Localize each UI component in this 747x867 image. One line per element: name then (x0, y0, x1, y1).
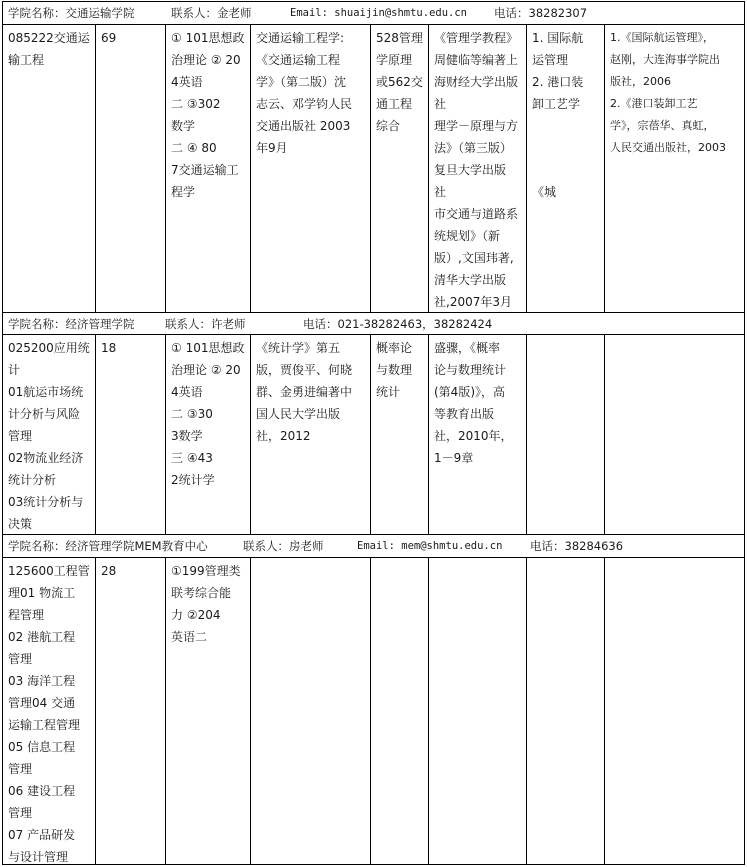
cell-line: 治理论 ② 20 (171, 53, 241, 67)
cell-line: 管理 (8, 762, 33, 776)
quota-cell: 28 (96, 558, 166, 864)
cell-line: 二 ③302 (171, 97, 221, 111)
cell-line: 4英语 (171, 75, 203, 89)
reference-books-cell (251, 335, 371, 534)
cell-line: 1－9章 (434, 451, 474, 465)
cell-line: 版）,文国玮著, (434, 251, 514, 265)
cell-line: 统规划》（新 (434, 229, 501, 243)
cell-line: ① 101思想政 (171, 341, 245, 355)
program-row-engineering-management (3, 558, 744, 864)
equal-level-cell (527, 558, 605, 864)
contact-person: 联系人：金老师 (171, 6, 252, 20)
cell-line: 或562交 (376, 75, 423, 89)
cell-line: 与数理 (376, 363, 413, 377)
cell-line: 海财经大学出版 (434, 75, 519, 89)
cell-line: 通工程 (376, 97, 413, 111)
cell-line: 05 信息工程 (8, 740, 76, 754)
cell-line: 管理 (8, 429, 33, 443)
equal-level-books-cell (605, 335, 744, 534)
quota-cell: 69 (96, 25, 166, 312)
retest-books-cell (429, 25, 527, 312)
cell-line: 2. 港口装 (532, 75, 584, 89)
cell-line: 国人民大学出版 (256, 407, 341, 421)
exam-subjects-cell (166, 335, 251, 534)
cell-line: 群、金勇进编著中 (256, 385, 353, 399)
college-name: 学院名称：经济管理学院MEM教育中心 (8, 539, 208, 553)
section-header-economics (3, 313, 744, 335)
cell-line: 3数学 (171, 429, 203, 443)
cell-line: 理01 物流工 (8, 586, 76, 600)
cell-line: 计分析与风险 (8, 407, 81, 421)
cell-line: 管理 (8, 652, 33, 666)
cell-line: 《管理学教程》 (434, 31, 519, 45)
reference-books-cell (251, 25, 371, 312)
cell-line: 二 ④ 80 (171, 141, 217, 155)
cell-line: 概率论 (376, 341, 413, 355)
admissions-table (2, 1, 745, 865)
cell-line: 理学－原理与方 (434, 119, 519, 133)
retest-books-cell (429, 335, 527, 534)
cell-line: ① 101思想政 (171, 31, 245, 45)
retest-subject-cell (371, 558, 429, 864)
cell-line: 输工程 (8, 53, 45, 67)
cell-line: 4英语 (171, 385, 203, 399)
cell-line: 市交通与道路系 (434, 207, 519, 221)
equal-level-books-cell (605, 558, 744, 864)
cell-line: 125600工程管 (8, 564, 90, 578)
program-row-transport (3, 25, 744, 313)
cell-line: 三 ④43 (171, 451, 213, 465)
cell-line: 《交通运输工程 (256, 53, 341, 67)
cell-line: 法》（第三版） (434, 141, 513, 155)
cell-line: 程学 (171, 185, 196, 199)
major-cell (3, 558, 96, 864)
cell-line: 07 产品研发 (8, 828, 76, 842)
cell-line: 社，2010年， (434, 429, 513, 443)
section-header-transport (3, 2, 744, 25)
cell-line: 管理 (8, 806, 33, 820)
cell-line: 二 ③30 (171, 407, 213, 421)
cell-line: 盛骤，《概率 (434, 341, 501, 355)
college-name: 学院名称：交通运输学院 (8, 6, 135, 20)
cell-line: 版，贾俊平、何晓 (256, 363, 353, 377)
cell-line: 1. 国际航 (532, 31, 584, 45)
cell-line: 2统计学 (171, 473, 215, 487)
cell-line: 2.《港口装卸工艺 (610, 97, 698, 110)
cell-line: 1.《国际航运管理》， (610, 31, 714, 44)
cell-line: 与设计管理 (8, 850, 69, 864)
cell-line: 周健临等编著上 (434, 53, 519, 67)
cell-line: 学》（第二版）沈 (256, 75, 347, 89)
cell-line: 数学 (171, 119, 196, 133)
cell-line (532, 137, 600, 159)
cell-line: ①199管理类 (171, 564, 241, 578)
cell-line (532, 115, 600, 137)
cell-line: 等教育出版 (434, 407, 495, 421)
cell-line: 联考综合能 (171, 586, 232, 600)
contact-email: Email: mem@shmtu.edu.cn (357, 540, 503, 552)
cell-line: 论与数理统计 (434, 363, 507, 377)
cell-line: 决策 (8, 517, 33, 531)
contact-phone: 电话：021-38282463，38282424 (303, 317, 493, 331)
cell-line: 06 建设工程 (8, 784, 76, 798)
cell-line: 运输工程管理 (8, 718, 81, 732)
cell-line: 025200应用统 (8, 341, 90, 355)
cell-line: 学原理 (376, 53, 413, 67)
contact-phone: 电话：38282307 (494, 6, 588, 20)
quota-cell: 18 (96, 335, 166, 534)
cell-line: 卸工艺学 (532, 97, 581, 111)
exam-subjects-cell (166, 558, 251, 864)
cell-line: 交通出版社 2003 (256, 119, 351, 133)
cell-line: 清华大学出版 (434, 273, 507, 287)
cell-line: 统计分析 (8, 473, 57, 487)
cell-line: 社 (434, 97, 447, 111)
retest-subject-cell (371, 335, 429, 534)
cell-line: 02 港航工程 (8, 630, 76, 644)
cell-line: 运管理 (532, 53, 569, 67)
contact-phone: 电话：38284636 (530, 539, 624, 553)
cell-line: 计 (8, 363, 21, 377)
contact-person: 联系人：许老师 (165, 317, 246, 331)
cell-line: 复旦大学出版 (434, 163, 507, 177)
section-header-mem (3, 535, 744, 558)
cell-line: 528管理 (376, 31, 423, 45)
cell-line: 版社，2006 (610, 75, 671, 88)
cell-line: 志云、邓学钧人民 (256, 97, 353, 111)
cell-line: (第4版)》，高 (434, 385, 505, 399)
cell-line: 力 ②204 (171, 608, 221, 622)
cell-line: 01航运市场统 (8, 385, 84, 399)
contact-person: 联系人：房老师 (243, 539, 324, 553)
reference-books-cell (251, 558, 371, 864)
cell-line: 03统计分析与 (8, 495, 84, 509)
equal-level-cell (527, 335, 605, 534)
cell-line: 085222交通运 (8, 31, 90, 45)
cell-line: 学》，宗蓓华、真虹， (610, 119, 715, 132)
cell-line: 人民交通出版社，2003 (610, 141, 726, 154)
cell-line: 英语二 (171, 630, 208, 644)
major-cell (3, 335, 96, 534)
cell-line: 社,2007年3月 (434, 295, 512, 309)
cell-line: 03 海洋工程 (8, 674, 76, 688)
cell-line: 02物流业经济 (8, 451, 84, 465)
cell-line: 社，2012 (256, 429, 311, 443)
major-cell (3, 25, 96, 312)
cell-line: 《统计学》第五 (256, 341, 341, 355)
exam-subjects-cell (166, 25, 251, 312)
contact-email: Email: shuaijin@shmtu.edu.cn (290, 7, 468, 19)
cell-line: 综合 (376, 119, 401, 133)
cell-line: 程管理 (8, 608, 45, 622)
cell-line: 年9月 (256, 141, 288, 155)
cell-line: 《城 (532, 185, 557, 199)
cell-line: 统计 (376, 385, 401, 399)
cell-line: 交通运输工程学: (256, 31, 345, 45)
cell-line: 7交通运输工 (171, 163, 239, 177)
program-row-statistics (3, 335, 744, 535)
retest-books-cell (429, 558, 527, 864)
equal-level-cell (527, 25, 605, 312)
college-name: 学院名称：经济管理学院 (8, 317, 135, 331)
retest-subject-cell (371, 25, 429, 312)
equal-level-books-cell (605, 25, 744, 312)
cell-line: 治理论 ② 20 (171, 363, 241, 377)
cell-line: 社 (434, 185, 447, 199)
cell-line: 赵刚，大连海事学院出 (610, 53, 720, 66)
cell-line (532, 159, 600, 181)
cell-line: 管理04 交通 (8, 696, 76, 710)
